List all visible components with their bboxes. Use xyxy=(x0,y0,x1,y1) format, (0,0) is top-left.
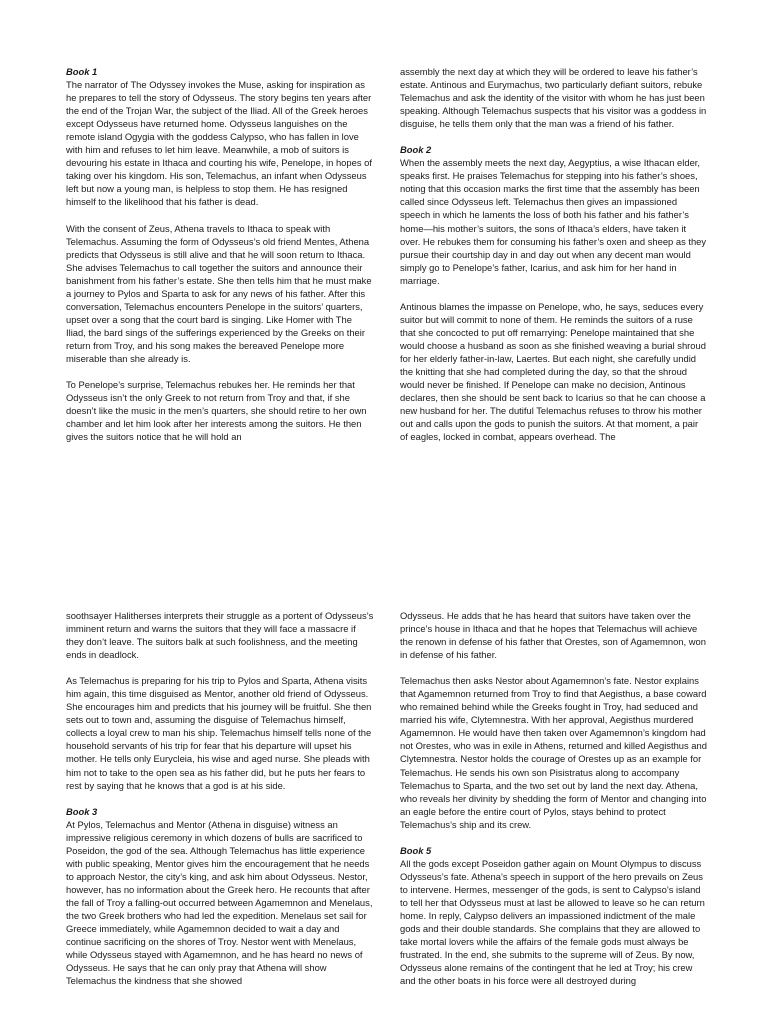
book-2-heading: Book 2 xyxy=(400,144,432,156)
paragraph: soothsayer Halitherses interprets their struggle as a portent of Odysseus’s imminent return and warns the suitors that they will face a massacre if they don’t leave. The suitors balk at such foolishness, and the meeting ends in deadlock. xyxy=(66,610,374,661)
paragraph: Telemachus then asks Nestor about Agamemnon’s fate. Nestor explains that Agamemnon returned from Troy to find that Aegisthus, a base coward who remained behind while the Greeks fought in Troy, had seduced and married his wife, Clytemnestra. With her approval, Aegisthus murdered Agamemnon. He would have then taken over Agamemnon’s kingdom had not Orestes, who was in exile in Athens, returned and killed Aegisthus and Clytemnestra. Nestor holds the courage of Orestes up as an example for Telemachus. He sends his own son Pisistratus along to accompany Telemachus to Sparta, and the two set out by land the next day. Athena, who reveals her divinity by shedding the form of Mentor and changing into an eagle before the entire court of Pylos, stays behind to protect Telemachus’s ship and its crew. xyxy=(400,675,707,830)
paragraph: assembly the next day at which they will be ordered to leave his father’s estate. Antinous and Eurymachus, two particularly defiant suitors, rebuke Telemachus and ask the identity of the visitor with whom he has just been speaking. Although Telemachus suspects that his visitor was a goddess in disguise, he tells them only that the man was a friend of his father. xyxy=(400,66,707,130)
top-right-column xyxy=(400,65,708,443)
paragraph: The narrator of The Odyssey invokes the Muse, asking for inspiration as he prepares to tell the story of Odysseus. The story begins ten years after the end of the Trojan War, the subject of the Iliad. All of the Greek heroes except Odysseus have returned home. Odysseus languishes on the remote island Ogygia with the goddess Calypso, who has fallen in love with him and refuses to let him leave. Meanwhile, a mob of suitors is devouring his estate in Ithaca and courting his wife, Penelope, in hopes of taking over his kingdom. His son, Telemachus, an infant when Odysseus left but now a young man, is helpless to stop them. He has resigned himself to the likelihood that his father is dead. xyxy=(66,79,372,208)
book-3-heading: Book 3 xyxy=(66,805,98,817)
paragraph: All the gods except Poseidon gather again on Mount Olympus to discuss Odysseus’s fate. Athena’s speech in support of the hero prevails on Zeus to intervene. Hermes, messenger of the gods, is sent to Calypso’s island to tell her that Odysseus must at last be allowed to leave so he can return home. In reply, Calypso delivers an impassioned indictment of the male gods and their double standards. She complains that they are allowed to take mortal lovers while the affairs of the female gods must always be frustrated. In the end, she submits to the supreme will of Zeus. By now, Odysseus alone remains of the contingent that he led at Troy; his crew and the other boats in his force were all destroyed during xyxy=(400,857,705,987)
book-1-heading: Book 1 xyxy=(66,66,98,77)
paragraph: To Penelope’s surprise, Telemachus rebukes her. He reminds her that Odysseus isn’t the only Greek to not return from Troy and that, if she doesn’t like the music in the men’s quarters, she should retire to her own chamber and let him look after her interests among the suitors. He then gives the suitors notice that he will hold an xyxy=(66,379,367,443)
bottom-left-column xyxy=(66,609,374,987)
bottom-right-column xyxy=(400,609,708,987)
paragraph: Antinous blames the impasse on Penelope, who, he says, seduces every suitor but will commit to none of them. He reminds the suitors of a ruse that she concocted to put off remarrying: Penelope maintained that she would choose a husband as soon as she finished weaving a burial shroud for her elderly father-in-law, Laertes. But each night, she carefully undid the knitting that she had completed during the day, so that the shroud would never be finished. If Penelope can make no decision, Antinous declares, then she should be sent back to Icarius so that he can choose a new husband for her. The dutiful Telemachus refuses to throw his mother out and calls upon the gods to punish the suitors. At that moment, a pair of eagles, locked in combat, appears overhead. The xyxy=(400,300,706,443)
book-5-heading: Book 5 xyxy=(400,844,432,856)
paragraph: When the assembly meets the next day, Aegyptius, a wise Ithacan elder, speaks first. He praises Telemachus for stepping into his father’s shoes, noting that this occasion marks the first time that the assembly has been called since Odysseus left. Telemachus then gives an impassioned speech in which he laments the loss of both his father and his father’s home—his mother’s suitors, the sons of Ithaca’s elders, have taken it over. He rebukes them for consuming his father’s oxen and sheep as they pursue their courtship day in and day out when any decent man would simply go to Penelope’s father, Icarius, and ask him for her hand in marriage. xyxy=(400,157,707,286)
paragraph: With the consent of Zeus, Athena travels to Ithaca to speak with Telemachus. Assuming the form of Odysseus’s old friend Mentes, Athena predicts that Odysseus is still alive and that he will soon return to Ithaca. She advises Telemachus to call together the suitors and announce their banishment from his father’s estate. She then tells him that he must make a journey to Pylos and Sparta to ask for any news of his father. After this conversation, Telemachus encounters Penelope in the suitors’ quarters, upset over a song that the court bard is singing. Like Homer with The Iliad, the bard sings of the sufferings experienced by the Greeks on their return from Troy, and his song makes the bereaved Penelope more miserable than she already is. xyxy=(66,222,372,364)
paragraph: Odysseus. He adds that he has heard that suitors have taken over the prince’s house in Ithaca and that he hopes that Telemachus will achieve the renown in defense of his father that Orestes, son of Agamemnon, won in defense of his father. xyxy=(400,610,706,661)
paragraph: At Pylos, Telemachus and Mentor (Athena in disguise) witness an impressive religious ceremony in which dozens of bulls are sacrificed to Poseidon, the god of the sea. Although Telemachus has little experience with public speaking, Mentor gives him the encouragement that he needs to approach Nestor, the city’s king, and ask him about Odysseus. Nestor, however, has no information about the Greek hero. He recounts that after the fall of Troy a falling-out occurred between Agamemnon and Menelaus, the two Greek brothers who had led the expedition. Menelaus set sail for Greece immediately, while Agamemnon decided to wait a day and continue sacrificing on the shores of Troy. Nestor went with Menelaus, while Odysseus stayed with Agamemnon, and he has heard no news of Odysseus. He says that he can only pray that Athena will show Telemachus the kindness that she showed xyxy=(66,818,373,987)
paragraph: As Telemachus is preparing for his trip to Pylos and Sparta, Athena visits him again, this time disguised as Mentor, another old friend of Odysseus. She encourages him and predicts that his journey will be fruitful. She then sets out to town and, assuming the disguise of Telemachus himself, collects a loyal crew to man his ship. Telemachus himself tells none of the household servants of his trip for fear that his departure will upset his mother. He tells only Eurycleia, his wise and aged nurse. She pleads with him not to take to the open sea as his father did, but he puts her fears to rest by saying that he knows that a god is at his side. xyxy=(66,675,372,791)
top-left-column xyxy=(66,65,374,443)
